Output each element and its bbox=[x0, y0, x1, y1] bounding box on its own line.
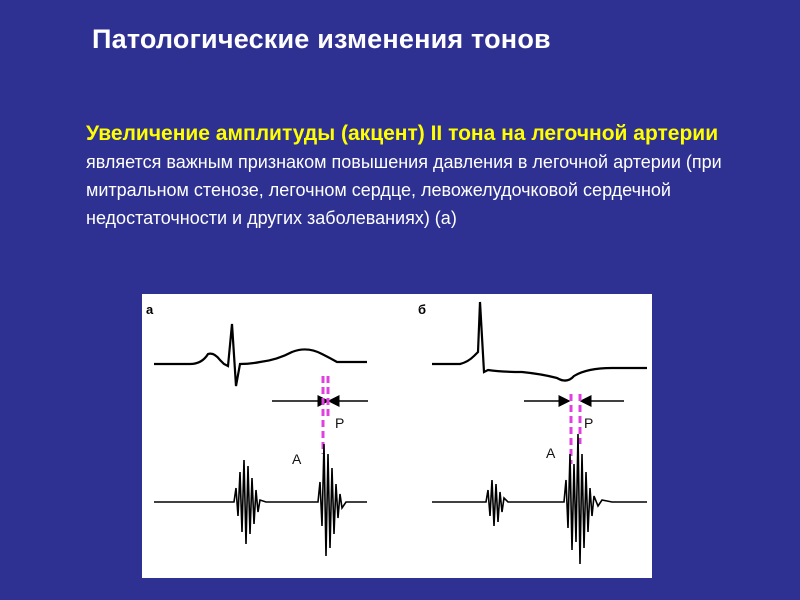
paragraph-text: является важным признаком повышения давления в легочной артерии (при митральном стенозе, легочном сердце, левожелудочковой сердечной недостаточности и других заболеваниях) (а) bbox=[86, 152, 722, 228]
panel-b-label-a: А bbox=[546, 445, 556, 461]
phonocardiogram-figure bbox=[142, 294, 652, 578]
panel-a-label-p: Р bbox=[335, 415, 345, 431]
panel-a-letter: а bbox=[146, 302, 154, 317]
panel-a bbox=[146, 302, 368, 556]
panel-a-label-a: А bbox=[292, 451, 302, 467]
panel-b-label-p: Р bbox=[584, 415, 594, 431]
slide-title: Патологические изменения тонов bbox=[92, 24, 551, 54]
panel-b bbox=[418, 302, 647, 564]
panel-b-letter: б bbox=[418, 302, 427, 317]
panel-a-pcg-trace bbox=[154, 444, 367, 556]
panel-a-ecg-trace bbox=[154, 324, 367, 386]
panel-b-pcg-trace bbox=[432, 434, 647, 564]
panel-b-ecg-trace bbox=[432, 302, 647, 381]
body-paragraph bbox=[86, 120, 776, 232]
emphasized-text: Увеличение амплитуды (акцент) II тона на легочной артерии bbox=[86, 122, 719, 145]
phonocardiogram-svg bbox=[142, 294, 652, 578]
